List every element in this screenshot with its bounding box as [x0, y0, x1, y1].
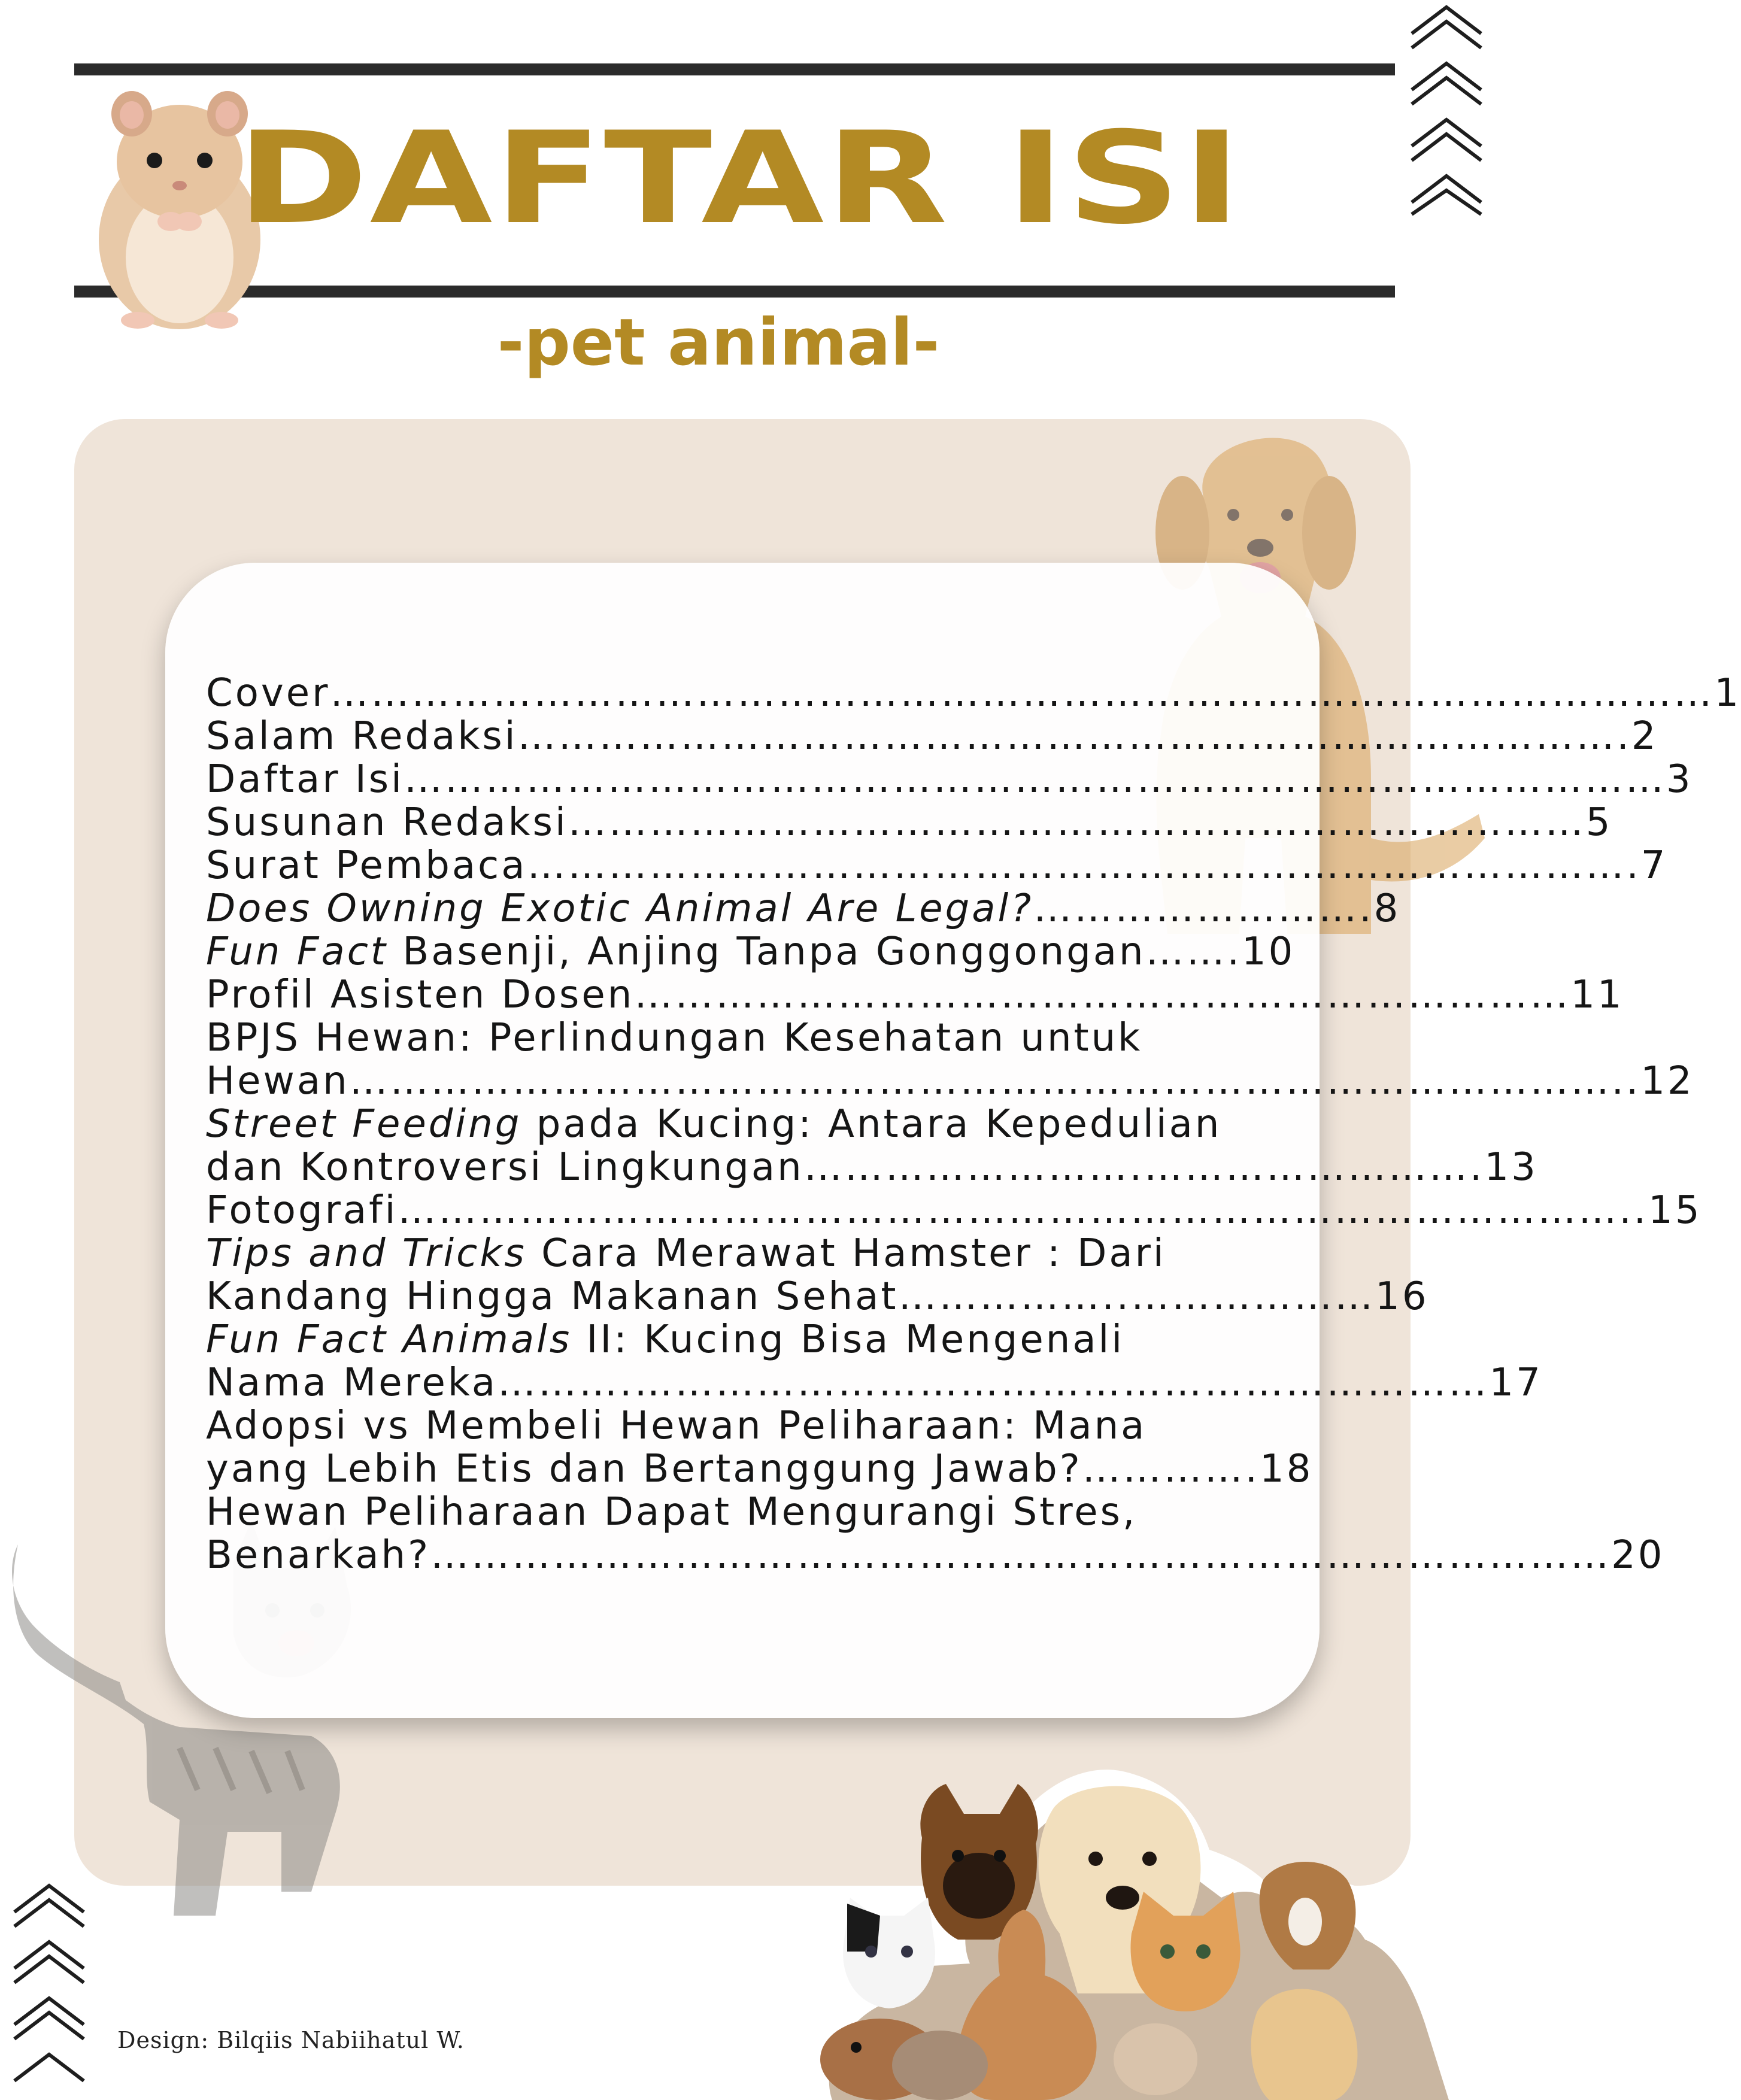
toc-entry: [206, 1491, 1272, 1534]
toc-entry-text: BPJS Hewan: Perlindungan Kesehatan untuk: [206, 1016, 1143, 1060]
toc-entry-text: Daftar Isi…………………………………………………………………………………3: [206, 757, 1693, 802]
toc-entry-text: …………………….8: [1033, 887, 1401, 931]
top-rule: [74, 63, 1395, 75]
toc-entry: [206, 887, 1401, 931]
toc-entry: [206, 1145, 1538, 1189]
toc-entry-text: Hewan Peliharaan Dapat Mengurangi Stres,: [206, 1490, 1138, 1534]
toc-entry: [206, 671, 1741, 715]
table-of-contents: [206, 671, 1741, 1577]
toc-entry-text: Hewan…………………………………………………………………………………..12: [206, 1059, 1694, 1103]
design-credit: Design: Bilqiis Nabiihatul W.: [117, 2027, 465, 2053]
toc-entry: [206, 1447, 1314, 1491]
toc-entry-text: Surat Pembaca……………………………………………………………………….7: [206, 843, 1668, 888]
toc-entry-text: Benarkah?……………………………………………………………………………20: [206, 1533, 1665, 1577]
toc-entry-text: Salam Redaksi……………………………………………………………………….2: [206, 714, 1658, 758]
toc-entry: [206, 1318, 1272, 1361]
toc-entry: [206, 1274, 1429, 1319]
toc-entry-text: Basenji, Anjing Tanpa Gonggongan…….10: [388, 930, 1296, 974]
toc-entry: [206, 1016, 1272, 1060]
toc-entry-text: Fotografi………………………………………………………………………………..15: [206, 1188, 1702, 1233]
toc-entry-italic-text: Street Feeding: [206, 1102, 522, 1146]
toc-entry-text: II: Kucing Bisa Mengenali: [572, 1318, 1125, 1362]
toc-entry-text: Cara Merawat Hamster : Dari: [526, 1231, 1166, 1276]
toc-entry-text: Profil Asisten Dosen……………………………………………………………11: [206, 973, 1624, 1017]
toc-entry-text: Adopsi vs Membeli Hewan Peliharaan: Mana: [206, 1404, 1147, 1448]
toc-entry: [206, 1533, 1665, 1577]
toc-entry: [206, 1188, 1702, 1233]
toc-entry-italic-text: Does Owning Exotic Animal Are Legal?: [206, 887, 1034, 931]
toc-entry-text: Susunan Redaksi…………………………………………………………………5: [206, 800, 1613, 845]
toc-entry: [206, 1361, 1543, 1405]
toc-entry: [206, 1059, 1694, 1103]
toc-entry: [206, 843, 1668, 888]
toc-entry-text: dan Kontroversi Lingkungan…………………….…………………….13: [206, 1145, 1538, 1189]
page-subtitle: -pet animal-: [497, 305, 940, 380]
toc-entry-text: Kandang Hingga Makanan Sehat……………..………………16: [206, 1274, 1429, 1319]
toc-entry: [206, 1232, 1272, 1275]
toc-entry-italic-text: Fun Fact Animals: [206, 1318, 572, 1362]
toc-entry-italic-text: Tips and Tricks: [206, 1231, 527, 1276]
toc-entry-italic-text: Fun Fact: [206, 930, 388, 974]
toc-entry-text: Nama Mereka……….………………………………………………………17: [206, 1361, 1543, 1405]
pets-group-photo: [742, 1724, 1485, 2100]
toc-entry-text: Cover…………………………………………………………………………………………1: [206, 671, 1741, 715]
toc-entry: [206, 1103, 1272, 1146]
toc-entry: [206, 757, 1693, 802]
chevron-up-icon: [1408, 0, 1485, 216]
page-title: DAFTAR ISI: [236, 104, 1243, 252]
toc-entry-text: pada Kucing: Antara Kepedulian: [521, 1102, 1222, 1146]
toc-entry: [206, 714, 1658, 758]
toc-entry-text: yang Lebih Etis dan Bertanggung Jawab?………….18: [206, 1447, 1314, 1491]
toc-entry: [206, 973, 1624, 1017]
toc-entry: [206, 800, 1613, 845]
toc-entry: [206, 930, 1296, 974]
toc-entry: [206, 1404, 1272, 1447]
